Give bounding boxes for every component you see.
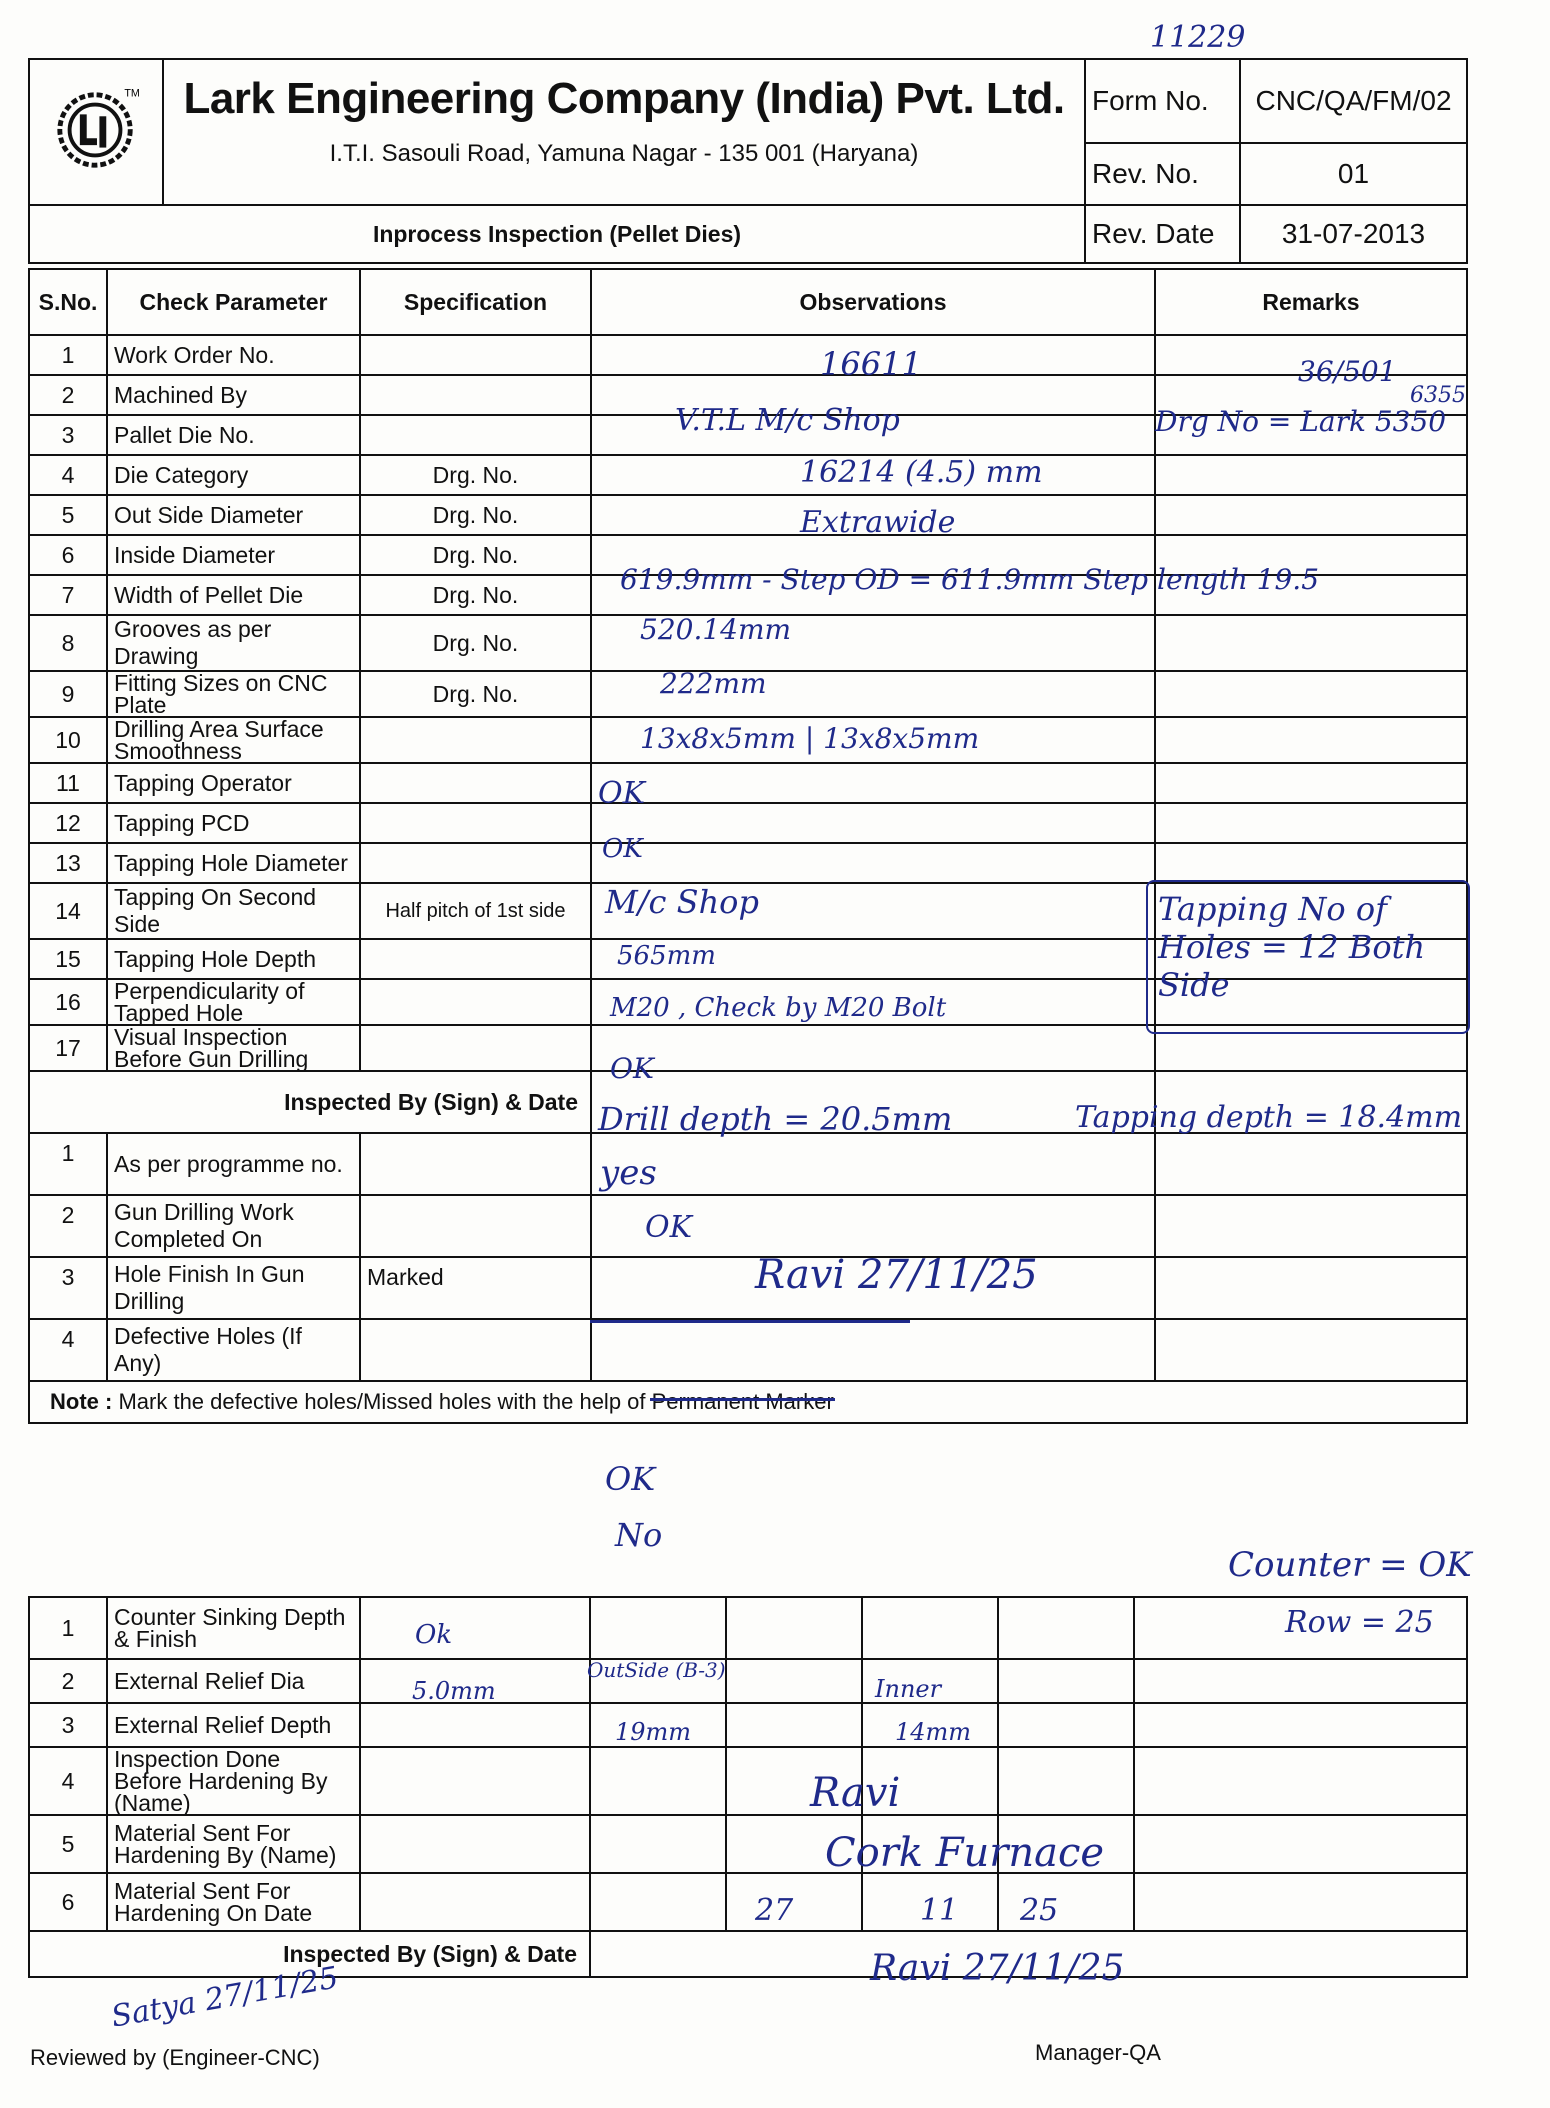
hw-inspector-sign-1: Ravi 27/11/25 (755, 1252, 1038, 1298)
hw-defective: No (615, 1516, 663, 1554)
row-sno: 7 (29, 575, 107, 615)
row-observation (591, 763, 1155, 803)
hw-date-month: 11 (920, 1893, 959, 1928)
row-spec (360, 415, 591, 455)
rev-date-value: 31-07-2013 (1240, 205, 1467, 263)
hw-inner: Inner (875, 1675, 942, 1703)
row-param: Pallet Die No. (107, 415, 360, 455)
row-sno: 9 (29, 671, 107, 717)
hw-outside: OutSide (B-3) (587, 1658, 726, 1682)
row-spec (360, 939, 591, 979)
form-header (28, 58, 1468, 264)
row-sno: 3 (29, 415, 107, 455)
row-param: Inspection Done Before Hardening By (Name) (107, 1747, 360, 1815)
row-param: Width of Pellet Die (107, 575, 360, 615)
note-text: Note : Mark the defective holes/Missed holes with the help of Permanent Marker (29, 1381, 1467, 1423)
row-spec: Drg. No. (360, 615, 591, 671)
row-sno: 6 (29, 1873, 107, 1931)
row-remarks (1155, 717, 1467, 763)
column-header-row (29, 269, 1467, 335)
col-param: Check Parameter (107, 269, 360, 335)
row-spec (360, 1319, 591, 1381)
row-spec (360, 1133, 591, 1195)
hw-top-number: 11229 (1150, 20, 1246, 55)
hw-remark-wo: 36/501 (1298, 355, 1397, 388)
col-obs: Observations (591, 269, 1155, 335)
row-value-cell (726, 1703, 862, 1747)
row-value-cell (360, 1873, 590, 1931)
hw-grooves: 13x8x5mm | 13x8x5mm (640, 722, 980, 755)
hw-remark-drg: Drg No = Lark 5350 (1155, 405, 1447, 438)
col-remarks: Remarks (1155, 269, 1467, 335)
row-sno: 1 (29, 1597, 107, 1659)
row-param: Tapping Hole Diameter (107, 843, 360, 883)
row-param: Die Category (107, 455, 360, 495)
row-remarks (1155, 615, 1467, 671)
row-observation (591, 803, 1155, 843)
row-remarks (1155, 763, 1467, 803)
row-param: Material Sent For Hardening On Date (107, 1873, 360, 1931)
row-sno: 2 (29, 375, 107, 415)
row-sno: 16 (29, 979, 107, 1025)
check-row (29, 763, 1467, 803)
hw-counter-note: Counter = OK (1228, 1545, 1472, 1585)
company-address: I.T.I. Sasouli Road, Yamuna Nagar - 135 001 (Haryana) (329, 140, 919, 167)
gun-drill-row (29, 1133, 1467, 1195)
row-param: Defective Holes (If Any) (107, 1319, 360, 1381)
row-value-cell (998, 1659, 1134, 1703)
hardening-row (29, 1659, 1467, 1703)
row-param: Gun Drilling Work Completed On (107, 1195, 360, 1257)
hw-counter-row: Row = 25 (1285, 1605, 1434, 1640)
gun-drill-row (29, 1319, 1467, 1381)
row-remarks (1155, 1319, 1467, 1381)
document-title: Inprocess Inspection (Pellet Dies) (29, 205, 1085, 263)
row-spec (360, 335, 591, 375)
row-spec: Marked (360, 1257, 591, 1319)
company-name: Lark Engineering Company (India) Pvt. Ltd. (183, 74, 1065, 123)
svg-text:TM: TM (124, 87, 140, 100)
row-sno: 12 (29, 803, 107, 843)
hw-date-year: 25 (1020, 1893, 1059, 1928)
row-param: Visual Inspection Before Gun Drilling (107, 1025, 360, 1071)
row-sno: 2 (29, 1659, 107, 1703)
row-value-cell (590, 1815, 726, 1873)
row-value-cell (1134, 1703, 1467, 1747)
hw-perpendicular: yes (600, 1153, 657, 1193)
row-param: External Relief Depth (107, 1703, 360, 1747)
row-sno: 14 (29, 883, 107, 939)
row-param: External Relief Dia (107, 1659, 360, 1703)
section1-table (28, 268, 1468, 1424)
row-value-cell (360, 1703, 590, 1747)
row-value-cell (726, 1873, 862, 1931)
row-value-cell (998, 1703, 1134, 1747)
row-sno: 4 (29, 1319, 107, 1381)
row-remarks (1155, 1133, 1467, 1195)
row-param: Counter Sinking Depth & Finish (107, 1597, 360, 1659)
row-param: Out Side Diameter (107, 495, 360, 535)
hw-category: Extrawide (800, 505, 956, 540)
row-spec (360, 717, 591, 763)
row-value-cell (998, 1747, 1134, 1815)
hw-tap-dia: M20 , Check by M20 Bolt (610, 993, 947, 1023)
hardening-row (29, 1873, 1467, 1931)
row-remarks (1155, 671, 1467, 717)
row-param: Perpendicularity of Tapped Hole (107, 979, 360, 1025)
row-spec (360, 843, 591, 883)
row-sno: 15 (29, 939, 107, 979)
row-remarks (1155, 843, 1467, 883)
hw-hardening-by: Ravi (810, 1770, 901, 1816)
row-sno: 5 (29, 495, 107, 535)
row-param: Fitting Sizes on CNC Plate (107, 671, 360, 717)
row-remarks (1155, 1257, 1467, 1319)
hw-remark-bracket (1146, 880, 1470, 1034)
inspected-by-label-2: Inspected By (Sign) & Date (29, 1931, 590, 1977)
row-value-cell (360, 1747, 590, 1815)
row-remarks (1155, 455, 1467, 495)
row-sno: 1 (29, 1133, 107, 1195)
row-value-cell (1134, 1815, 1467, 1873)
hw-reviewer-sign: Satya 27/11/25 (108, 1960, 341, 2035)
row-spec (360, 1025, 591, 1071)
form-no-value: CNC/QA/FM/02 (1240, 59, 1467, 143)
row-spec: Drg. No. (360, 495, 591, 535)
row-value-cell (1134, 1747, 1467, 1815)
row-value-cell (590, 1873, 726, 1931)
row-param: Hole Finish In Gun Drilling (107, 1257, 360, 1319)
row-sno: 1 (29, 335, 107, 375)
gun-drill-row (29, 1195, 1467, 1257)
hw-fitting: OK (598, 776, 646, 811)
note-row (29, 1381, 1467, 1423)
row-sno: 6 (29, 535, 107, 575)
row-param: Work Order No. (107, 335, 360, 375)
row-param: Tapping On Second Side (107, 883, 360, 939)
row-param: Tapping PCD (107, 803, 360, 843)
row-value-cell (726, 1597, 862, 1659)
hw-tap-pcd: 565mm (617, 941, 716, 971)
row-sno: 2 (29, 1195, 107, 1257)
row-value-cell (360, 1815, 590, 1873)
hardening-row (29, 1703, 1467, 1747)
row-sno: 5 (29, 1815, 107, 1873)
hw-width: 222mm (660, 667, 767, 700)
row-value-cell (1134, 1659, 1467, 1703)
hw-remark-drg-sup: 6355 (1410, 383, 1466, 408)
row-sno: 4 (29, 455, 107, 495)
row-remarks (1155, 803, 1467, 843)
row-sno: 3 (29, 1257, 107, 1319)
row-observation (591, 1133, 1155, 1195)
section3-table (28, 1596, 1468, 1978)
hw-machined-by: V.T.L M/c Shop (675, 403, 900, 438)
row-value-cell (998, 1873, 1134, 1931)
row-value-cell (998, 1597, 1134, 1659)
hw-visual: OK (645, 1210, 693, 1245)
row-sno: 8 (29, 615, 107, 671)
hardening-row (29, 1747, 1467, 1815)
row-remarks (1155, 1195, 1467, 1257)
row-param: Material Sent For Hardening By (Name) (107, 1815, 360, 1873)
hw-relief-in: 14mm (895, 1718, 972, 1746)
inspected-by-row-2 (29, 1931, 1467, 1977)
col-spec: Specification (360, 269, 591, 335)
hw-hole-finish: OK (605, 1460, 656, 1498)
hw-relief-out: 19mm (615, 1718, 692, 1746)
hw-die-no: 16214 (4.5) mm (800, 455, 1043, 490)
company-logo (29, 59, 163, 205)
row-remarks (1155, 495, 1467, 535)
check-row (29, 495, 1467, 535)
form-no-label: Form No. (1085, 59, 1240, 143)
row-spec (360, 763, 591, 803)
row-param: Grooves as per Drawing (107, 615, 360, 671)
row-spec: Drg. No. (360, 455, 591, 495)
row-value-cell (360, 1597, 590, 1659)
hardening-row (29, 1815, 1467, 1873)
row-spec (360, 803, 591, 843)
reviewed-by-label: Reviewed by (Engineer-CNC) (30, 2045, 320, 2070)
row-sno: 11 (29, 763, 107, 803)
row-spec: Half pitch of 1st side (360, 883, 591, 939)
row-sno: 3 (29, 1703, 107, 1747)
hardening-row (29, 1597, 1467, 1659)
row-sno: 17 (29, 1025, 107, 1071)
hw-programme-line (590, 1320, 910, 1323)
row-observation (591, 1319, 1155, 1381)
row-param: Machined By (107, 375, 360, 415)
row-observation (591, 843, 1155, 883)
lark-logo-icon (52, 85, 140, 173)
hw-drill-depth: Drill depth = 20.5mm (598, 1100, 953, 1138)
row-value-cell (1134, 1873, 1467, 1931)
hw-completed-line (650, 1398, 835, 1401)
hw-tapping-depth: Tapping depth = 18.4mm (1075, 1100, 1463, 1135)
check-row (29, 803, 1467, 843)
row-sno: 13 (29, 843, 107, 883)
row-spec: Drg. No. (360, 671, 591, 717)
company-block (163, 59, 1085, 205)
row-spec (360, 1195, 591, 1257)
row-param: Tapping Hole Depth (107, 939, 360, 979)
row-value-cell (862, 1597, 998, 1659)
row-param: Drilling Area Surface Smoothness (107, 717, 360, 763)
hw-relief-dia: 5.0mm (412, 1677, 496, 1705)
hw-smoothness: OK (602, 834, 643, 864)
row-value-cell (590, 1747, 726, 1815)
row-sno: 4 (29, 1747, 107, 1815)
hw-inside-dia: 520.14mm (640, 613, 792, 646)
row-value-cell (726, 1659, 862, 1703)
row-sno: 10 (29, 717, 107, 763)
hw-inspector-sign-2: Ravi 27/11/25 (870, 1948, 1125, 1989)
hw-outside-dia: 619.9mm - Step OD = 611.9mm Step length 19.5 (620, 563, 1320, 596)
row-spec: Drg. No. (360, 535, 591, 575)
row-value-cell (590, 1597, 726, 1659)
hw-remark-tapping: Tapping No of Holes = 12 Both Side (1158, 890, 1426, 1004)
rev-no-label: Rev. No. (1085, 143, 1240, 205)
hw-tap-second: OK (610, 1052, 654, 1085)
check-row (29, 335, 1467, 375)
hw-countersink-ok: Ok (415, 1620, 453, 1650)
manager-qa-label: Manager-QA (1035, 2040, 1161, 2065)
hw-work-order: 16611 (820, 345, 922, 383)
row-param: As per programme no. (107, 1133, 360, 1195)
row-spec (360, 979, 591, 1025)
inspected-by-label: Inspected By (Sign) & Date (29, 1071, 591, 1133)
hw-tap-operator: M/c Shop (605, 883, 759, 921)
gun-drill-row (29, 1257, 1467, 1319)
row-param: Tapping Operator (107, 763, 360, 803)
check-row (29, 455, 1467, 495)
row-param: Inside Diameter (107, 535, 360, 575)
col-sno: S.No. (29, 269, 107, 335)
row-spec (360, 375, 591, 415)
hw-sent-by: Cork Furnace (825, 1830, 1105, 1876)
row-spec: Drg. No. (360, 575, 591, 615)
row-observation (591, 1025, 1155, 1071)
hw-date-day: 27 (755, 1893, 794, 1928)
rev-no-value: 01 (1240, 143, 1467, 205)
rev-date-label: Rev. Date (1085, 205, 1240, 263)
check-row (29, 843, 1467, 883)
